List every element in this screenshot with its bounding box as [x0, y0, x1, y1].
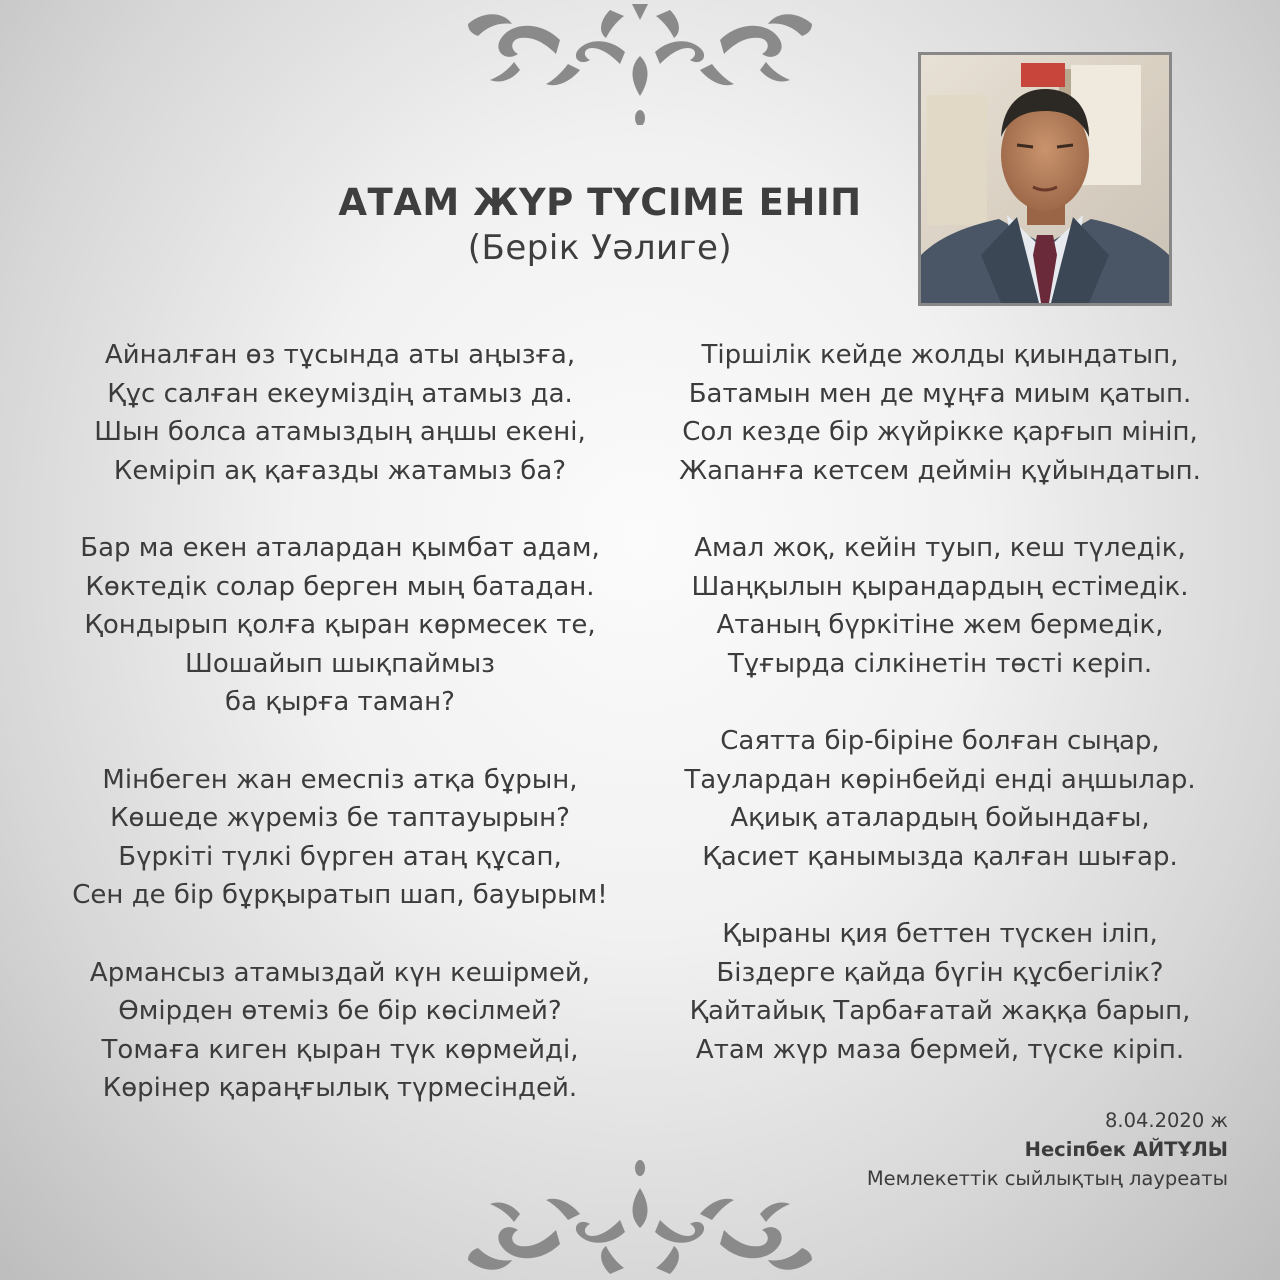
poem-line: Шошайып шықпаймыз ба қырға таман? [185, 648, 495, 718]
poem-line: Біздерге қайда бүгін құсбегілік? [716, 957, 1164, 988]
poem-line: Атам жүр маза бермей, түске кіріп. [695, 1034, 1185, 1065]
author-name: Несіпбек АЙТҰЛЫ [1024, 1138, 1228, 1161]
signature-block [867, 1106, 1228, 1193]
author-role: Мемлекеттік сыйлықтың лауреаты [866, 1167, 1228, 1190]
author-photo-frame [918, 52, 1172, 306]
poem-line: Сен де бір бұрқыратып шап, бауырым! [72, 880, 608, 911]
poem-line: Мінбеген жан емеспіз атқа бұрын, [102, 764, 578, 795]
stanza [30, 761, 650, 915]
stanza [30, 336, 650, 490]
bottom-ornament-icon [460, 1160, 820, 1280]
author-portrait-icon [921, 55, 1169, 303]
poem-line: Амал жоқ, кейін туып, кеш түледік, [694, 532, 1186, 563]
stanza [640, 336, 1240, 490]
stanza [30, 529, 650, 722]
poem-line: Батамын мен де мұңға миым қатып. [688, 378, 1192, 409]
poem-line: Саятта бір-біріне болған сыңар, [720, 725, 1160, 756]
poem-line: Бүркіті түлкі бүрген атаң құсап, [118, 841, 562, 872]
poem-line: Таулардан көрінбейді енді аңшылар. [684, 764, 1196, 795]
poem-line: Қондырып қолға қыран көрмесек те, [84, 610, 596, 641]
poem-line: Қасиет қанымызда қалған шығар. [702, 841, 1178, 872]
poem-line: Ақиық аталардың бойындағы, [730, 803, 1150, 834]
poem-line: Қыраны қия беттен түскен іліп, [722, 918, 1158, 949]
poem-line: Қайтайық Тарбағатай жаққа барып, [689, 996, 1191, 1027]
poem-subtitle: (Берік Уәлиге) [467, 228, 733, 268]
poem-line: Бар ма екен аталардан қымбат адам, [80, 532, 600, 563]
stanza [640, 529, 1240, 683]
top-ornament-icon [460, 0, 820, 125]
poem-line: Атаның бүркітіне жем бермедік, [716, 610, 1164, 641]
poem-left-column [30, 336, 650, 1108]
stanza [640, 915, 1240, 1069]
poem-line: Тіршілік кейде жолды қиындатып, [701, 340, 1179, 370]
poem-right-column [640, 336, 1240, 1069]
poem-line: Айналған өз тұсында аты аңызға, [104, 340, 576, 370]
poem-line: Кеміріп ақ қағазды жатамыз ба? [113, 455, 567, 486]
poem-line: Армансыз атамыздай күн кешірмей, [89, 957, 591, 988]
poem-line: Көшеде жүреміз бе таптауырын? [110, 803, 570, 834]
stanza [640, 722, 1240, 876]
poem-title: АТАМ ЖҮР ТҮСІМЕ ЕНІП [338, 181, 862, 224]
poem-line: Тұғырда сілкінетін төсті керіп. [727, 648, 1153, 679]
title-block [300, 180, 900, 270]
poem-date: 8.04.2020 ж [1104, 1109, 1228, 1132]
poem-line: Көрінер қараңғылық түрмесіндей. [102, 1073, 578, 1104]
poem-line: Шаңқылын қырандардың естімедік. [691, 571, 1189, 602]
poem-line: Өмірден өтеміз бе бір көсілмей? [118, 996, 562, 1027]
poem-line: Шын болса атамыздың аңшы екені, [94, 417, 586, 448]
stanza [30, 954, 650, 1108]
poem-line: Көктедік солар берген мың батадан. [85, 571, 595, 602]
poem-line: Томаға киген қыран түк көрмейді, [101, 1034, 579, 1065]
poem-line: Құс салған екеуміздің атамыз да. [107, 378, 573, 409]
poem-line: Сол кезде бір жүйрікке қарғып мініп, [682, 417, 1198, 448]
poem-line: Жапанға кетсем деймін құйындатып. [679, 455, 1201, 486]
